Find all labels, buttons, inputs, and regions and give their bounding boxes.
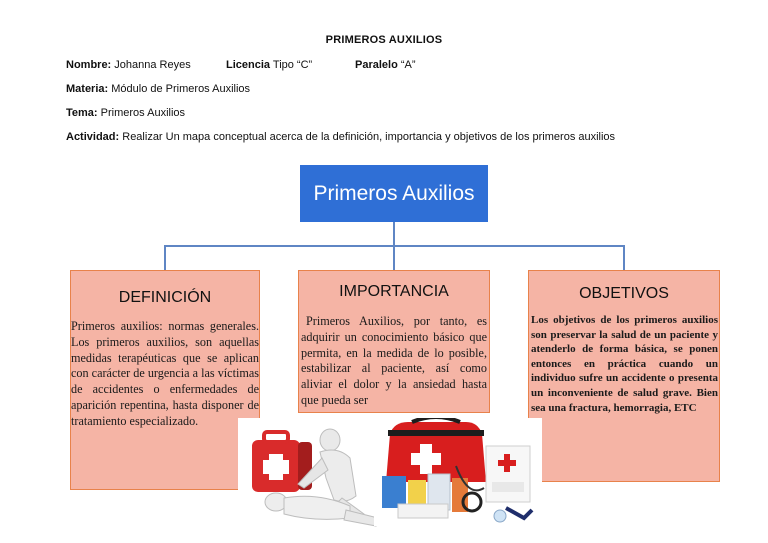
first-aid-kit-illustration <box>374 418 542 526</box>
objetivos-box <box>528 270 720 482</box>
central-concept-box: Primeros Auxilios <box>300 165 488 222</box>
document-title: PRIMEROS AUXILIOS <box>325 34 443 46</box>
field-actividad: Actividad: Realizar Un mapa conceptual acerca de la definición, importancia y objetivos de los primeros auxilios <box>66 131 616 143</box>
connector-right <box>623 245 625 270</box>
field-nombre: Nombre: Johanna Reyes <box>66 59 191 71</box>
first-aid-cpr-illustration <box>238 418 380 530</box>
field-materia: Materia: Módulo de Primeros Auxilios <box>66 83 251 95</box>
definicion-box <box>70 270 260 490</box>
connector-left <box>164 245 166 270</box>
objetivos-text: Los objetivos de los primeros auxilios son preservar la salud de un paciente y atenderlo de forma básica, se ponen entonces en práctica cuando un individuo sufre un accidente o presenta un inconveniente de salud grave. Bien sea una fractura, hemorragia, ETC <box>531 314 718 414</box>
field-paralelo: Paralelo “A” <box>355 59 416 71</box>
importancia-text: Primeros Auxilios, por tanto, es adquirir un conocimiento básico que permita, en la medida de lo posible, estabilizar al paciente, así como aliviar el dolor y la ansiedad hasta que pueda ser <box>301 314 487 407</box>
definicion-title: DEFINICIÓN <box>118 289 212 306</box>
connector-center <box>393 245 395 270</box>
definicion-text: Primeros auxilios: normas generales. Los primeros auxilios, son aquellas medidas terapéuticas que se aplican con carácter de urgencia a las víctimas de accidentes o enfermedades de aparición repentina, hasta disponer de tratamiento especializado. <box>71 319 259 428</box>
field-licencia: Licencia Tipo “C” <box>226 59 313 71</box>
connector-stem <box>393 222 395 246</box>
field-tema: Tema: Primeros Auxilios <box>66 107 186 119</box>
objetivos-title: OBJETIVOS <box>579 285 669 302</box>
importancia-box <box>298 270 490 413</box>
importancia-title: IMPORTANCIA <box>339 283 449 300</box>
